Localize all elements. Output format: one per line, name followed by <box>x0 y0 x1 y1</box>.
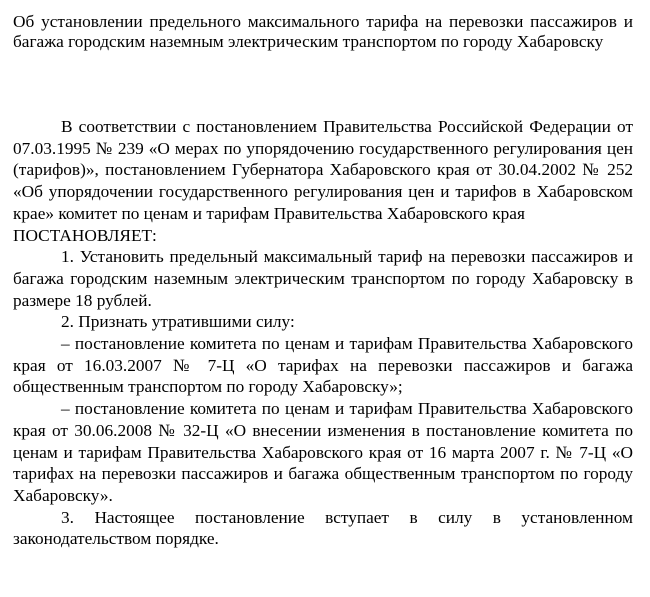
item-3-paragraph: 3. Настоящее постановление вступает в силу в установленном законодательством порядке. <box>13 507 633 549</box>
document-title: Об установлении предельного максимального тарифа на перевозки пассажиров и багажа городским наземным электрическим транспортом по городу Хабаровску <box>13 12 633 51</box>
item-1-paragraph: 1. Установить предельный максимальный тариф на перевозки пассажиров и багажа городским наземным электрическим транспортом по городу Хабаровску в размере 18 рублей. <box>13 247 633 310</box>
preamble-paragraph: В соответствии с постановлением Правительства Российской Федерации от 07.03.1995 № 239 «О мерах по упорядочению государственного регулирования цен (тарифов)», постановлением Губернатора Хабаровского края от 30.04.2002 № 252 «Об упорядочении государственного регулирования цен и тарифов в Хабаровском крае» комитет по ценам и тарифам Правительства Хабаровского края <box>13 117 633 223</box>
item-2-subitem-1: – постановление комитета по ценам и тарифам Правительства Хабаровского края от 16.03.2007 № 7-Ц «О тарифах на перевозки пассажиров и багажа общественным транспортом по городу Хабаровску»; <box>13 334 633 397</box>
item-2-subitem-2: – постановление комитета по ценам и тарифам Правительства Хабаровского края от 30.06.2008 № 32-Ц «О внесении изменения в постановление комитета по ценам и тарифам Правительства Хабаровского края от 16 марта 2007 г. № 7-Ц «О тарифах на перевозки пассажиров и багажа общественным транспортом по городу Хабаровску». <box>13 399 633 505</box>
item-2-paragraph: 2. Признать утратившими силу: <box>61 312 295 332</box>
document-body <box>13 116 633 550</box>
decree-heading: ПОСТАНОВЛЯЕТ: <box>13 225 157 245</box>
